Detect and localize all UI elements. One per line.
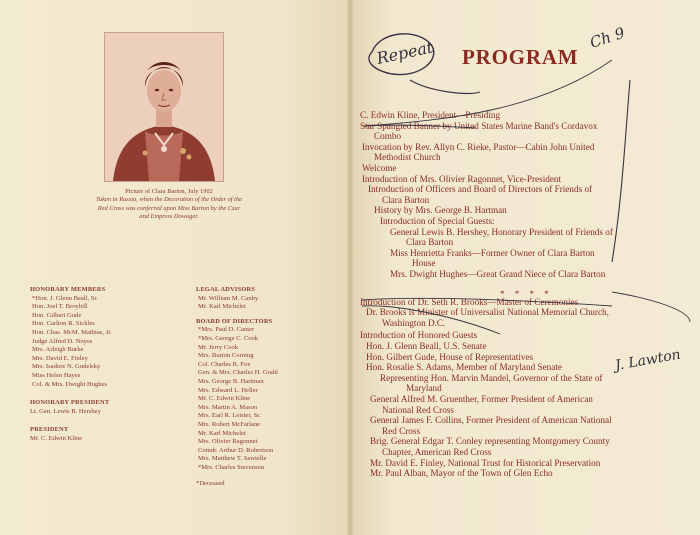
- program-item: Introduction of Dr. Seth R. Brooks—Master of Ceremonies: [360, 296, 579, 307]
- board-group: [196, 318, 336, 473]
- program-item: Hon. Rosalie S. Adams, Member of Maryland Senate: [366, 362, 562, 373]
- program-item: Mrs. Dwight Hughes—Great Grand Niece of Clara Barton: [390, 269, 606, 279]
- program-item: Dr. Brooks is Minister of Universalist National Memorial Church,: [366, 307, 609, 318]
- program-item: Introduction of Officers and Board of Directors of Friends of: [368, 184, 593, 195]
- section-divider-stars: * * * *: [500, 289, 553, 299]
- board-heading: BOARD OF DIRECTORS: [196, 317, 273, 325]
- program-title: PROGRAM: [462, 45, 579, 69]
- name-list-item: Gen. & Mrs. Charles H. Grahl: [198, 369, 278, 377]
- clara-barton-portrait: [104, 32, 224, 182]
- president-heading: PRESIDENT: [30, 426, 69, 434]
- program-item: Introduction of Special Guests:: [380, 216, 495, 226]
- program-item: General Alfred M. Gruenther, Former President of American: [370, 394, 593, 405]
- page-fold: [347, 0, 353, 535]
- name-list-item: Comdr. Arthur D. Robertson: [198, 446, 274, 454]
- program-item: Introduction of Mrs. Olivier Ragonnet, Vice-President: [362, 173, 562, 184]
- program-item: History by Mrs. George B. Hartman: [374, 205, 507, 216]
- honorary-members-heading: HONORARY MEMBERS: [30, 286, 106, 293]
- members-column-left: [30, 286, 170, 454]
- program-item: Combo: [374, 131, 402, 142]
- name-list-item: Mrs. Martin A. Mason: [198, 403, 258, 411]
- name-list-item: Col. Charles R. Fox: [198, 360, 251, 368]
- honorary-president-heading: HONORARY PRESIDENT: [30, 399, 110, 407]
- program-item: Hon. J. Glenn Beall, U.S. Senate: [366, 341, 487, 352]
- name-list-item: Hon. Gilbert Gude: [32, 311, 82, 319]
- name-list-item: Mr. Jerry Cook: [198, 343, 239, 351]
- name-list-item: Mrs. Robert McFarlane: [198, 420, 261, 428]
- program-item: Invocation by Rev. Allyn C. Rieke, Pastor—Cabin John United: [362, 141, 595, 152]
- honorary-president-name: Lt. Gen. Lewis B. Hershey: [30, 407, 101, 415]
- program-item: Mr. Paul Alban, Mayor of the Town of Glen Echo: [370, 468, 553, 479]
- program-item: Introduction of Honored Guests: [360, 330, 478, 341]
- name-list-item: Mrs. Earl R. Leister, Sr.: [198, 412, 261, 420]
- deceased-note: *Deceased: [196, 480, 225, 488]
- name-list-item: *Mrs. Paul D. Canter: [198, 326, 255, 334]
- name-list-item: Mr. Karl Michelet: [198, 429, 246, 437]
- program-item: Chapter, American Red Cross: [382, 447, 492, 458]
- handwritten-top-right: Ch 9: [587, 23, 627, 52]
- legal-advisors-list: [196, 295, 336, 312]
- name-list-item: Mrs. Isadore N. Gudelsky: [32, 363, 101, 371]
- name-list-item: Mrs. Olivier Ragonnet: [198, 438, 258, 446]
- program-item: Welcome: [362, 163, 397, 173]
- caption-line: Picture of Clara Barton, July 1902: [125, 188, 213, 195]
- name-list-item: Mrs. Matthew T. Sawtelle: [198, 455, 267, 463]
- members-column-right: [196, 286, 336, 489]
- program-item: C. Edwin Kline, President—Presiding: [360, 110, 501, 120]
- name-list-item: Mrs. George B. Hartman: [198, 377, 264, 385]
- name-list-item: Mrs. Edward L. Heller: [198, 386, 258, 394]
- name-list-item: Mrs. Burton Corning: [198, 352, 254, 360]
- name-list-item: Mr. C. Edwin Kline: [198, 395, 251, 403]
- program-item: Representing Hon. Marvin Mandel, Governor of the State of: [380, 372, 603, 383]
- name-list-item: Miss Helen Hayes: [32, 371, 81, 379]
- program-item: Miss Henrietta Franks—Former Owner of Clara Barton: [390, 247, 595, 258]
- honorary-president-group: [30, 399, 170, 416]
- program-item: General James F. Collins, Former President of American National: [370, 415, 612, 426]
- name-list-item: Col. & Mrs. Dwight Hughes: [32, 380, 108, 388]
- handwritten-top-left: Repeat: [374, 37, 435, 68]
- name-list-item: Judge Alfred D. Noyes: [32, 337, 93, 345]
- program-item: Clara Barton: [382, 194, 430, 205]
- program-item: Red Cross: [382, 425, 421, 436]
- honorary-members-list: [30, 295, 170, 390]
- name-list-item: Mrs. David E. Finley: [32, 354, 88, 362]
- program-item: Washington D.C.: [382, 317, 446, 328]
- handwritten-side-name: J. Lawton: [613, 346, 682, 374]
- board-list: [196, 326, 336, 472]
- program-item: Mr. David E. Finley, National Trust for Historical Preservation: [370, 457, 601, 468]
- program-item: Maryland: [406, 383, 442, 394]
- program-item: General Lewis B. Hershey, Honorary President of Friends of: [390, 226, 613, 237]
- name-list-item: *Mrs. Charles Stevenson: [198, 463, 265, 471]
- name-list-item: Mr. Karl Michelet: [198, 303, 246, 311]
- program-item: Clara Barton: [406, 237, 454, 248]
- legal-advisors-heading: LEGAL ADVISORS: [196, 286, 256, 293]
- name-list-item: Hon. Chas. McM. Mathias, Jr.: [32, 328, 112, 336]
- portrait-caption: [94, 188, 244, 222]
- president-group: [30, 426, 170, 443]
- program-item: Methodist Church: [374, 152, 441, 163]
- name-list-item: Hon. Joel T. Broyhill: [32, 303, 88, 311]
- honorary-members-group: [30, 286, 170, 389]
- program-item: National Red Cross: [382, 404, 454, 415]
- caption-italic: Taken in Russia, when the Decoration of the Order of the Red Cross was conferred upon Miss Barton by the Czar and Empress Dowager.: [96, 196, 242, 221]
- program-item: Star Spangled Banner by United States Marine Band's Cordavox: [360, 120, 598, 131]
- name-list-item: *Hon. J. Glenn Beall, Sr.: [32, 294, 98, 302]
- program-item: Hon. Gilbert Gude, House of Representatives: [366, 351, 534, 362]
- president-name: Mr. C. Edwin Kline: [30, 434, 83, 442]
- name-list-item: Mrs. Arleigh Burke: [32, 346, 84, 354]
- program-item: House: [412, 258, 436, 269]
- name-list-item: Mr. William M. Canby: [198, 294, 259, 302]
- legal-advisors-group: [196, 286, 336, 312]
- name-list-item: *Mrs. George C. Cook: [198, 334, 259, 342]
- program-item: Brig. General Edgar T. Conley representing Montgomery County: [370, 436, 610, 447]
- name-list-item: Hon. Carlton R. Sickles: [32, 320, 95, 328]
